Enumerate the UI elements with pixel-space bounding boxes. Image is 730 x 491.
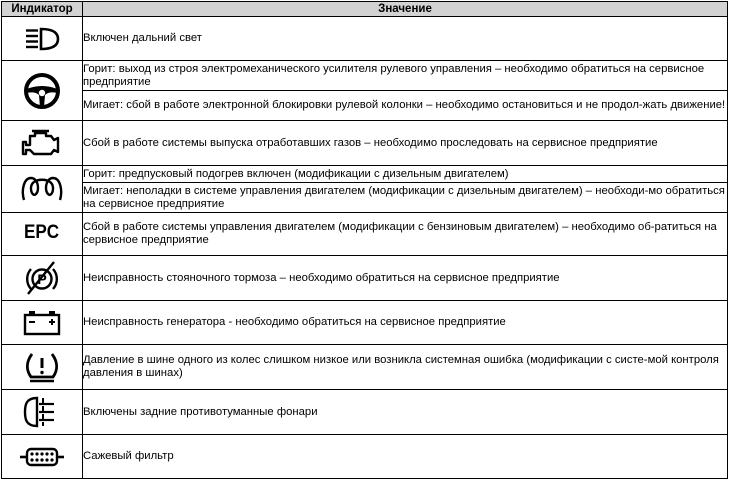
icon-cell [2, 61, 83, 121]
meaning-cell: Неисправность генератора - необходимо обратиться на сервисное предприятие [83, 301, 728, 345]
icon-cell [2, 435, 83, 479]
meaning-cell: Горит: предпусковый подогрев включен (модификации с дизельным двигателем) [83, 166, 728, 183]
icon-cell [2, 121, 83, 166]
table-row [2, 17, 728, 61]
battery-icon [20, 308, 64, 338]
table-row [2, 121, 728, 166]
meaning-cell: Давление в шине одного из колес слишком низкое или возникла системная ошибка (модификации с систе-мой контроля давления в шинах) [83, 345, 728, 390]
parking-brake-letter: P [37, 271, 47, 287]
particulate-filter-icon [18, 444, 66, 470]
header-meaning: Значение [83, 2, 728, 17]
table-row [2, 435, 728, 479]
table-header-row [2, 2, 728, 17]
table-row [2, 301, 728, 345]
table-row [2, 256, 728, 301]
meaning-cell: Включен дальний свет [83, 17, 728, 61]
tire-pressure-icon [22, 350, 62, 384]
table-row [2, 390, 728, 435]
icon-cell [2, 256, 83, 301]
table-row [2, 61, 728, 91]
meaning-cell: Сажевый фильтр [83, 435, 728, 479]
glow-plug-icon [20, 174, 64, 204]
table-row [2, 345, 728, 390]
rear-fog-light-icon [22, 395, 62, 429]
icon-cell [2, 166, 83, 213]
icon-cell [2, 345, 83, 390]
meaning-cell: Мигает: сбой в работе электронной блокировки рулевой колонки – необходимо остановиться и не продол-жать движение! [83, 91, 728, 121]
meaning-cell: Сбой в работе системы выпуска отработавших газов – необходимо проследовать на сервисное предприятие [83, 121, 728, 166]
epc-icon: EPC [24, 222, 60, 243]
header-indicator: Индикатор [2, 2, 83, 17]
table-row [2, 166, 728, 183]
meaning-cell: Горит: выход из строя электромеханического усилителя рулевого управления – необходимо обратиться на сервисное предприятие [83, 61, 728, 91]
meaning-cell: Мигает: неполадки в системе управления двигателем (модификации с дизельным двигателем) – необходи-мо обратиться на сервисное предприятие [83, 183, 728, 213]
icon-cell [2, 17, 83, 61]
steering-wheel-icon [23, 72, 61, 110]
icon-cell [2, 390, 83, 435]
icon-cell [2, 301, 83, 345]
table-row [2, 213, 728, 256]
table-row [2, 183, 728, 213]
check-engine-icon [18, 128, 66, 158]
meaning-cell: Сбой в работе системы управления двигателем (модификации с бензиновым двигателем) – необходимо об-ратиться на сервисное предприятие [83, 213, 728, 256]
indicator-table [1, 1, 728, 479]
high-beam-icon [22, 26, 62, 52]
icon-cell [2, 213, 83, 256]
parking-brake-icon [22, 259, 62, 297]
meaning-cell: Неисправность стояночного тормоза – необходимо обратиться на сервисное предприятие [83, 256, 728, 301]
meaning-cell: Включены задние противотуманные фонари [83, 390, 728, 435]
table-row [2, 91, 728, 121]
